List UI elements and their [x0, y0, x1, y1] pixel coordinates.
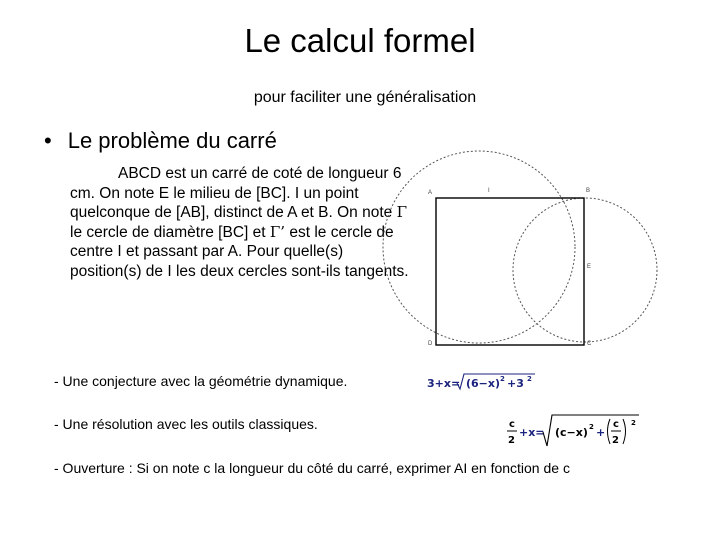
formula2-inside: (c−x) — [555, 426, 588, 439]
label-b: B — [586, 188, 591, 194]
formula2-plus: + — [596, 426, 606, 439]
paragraph-part2: le cercle de diamètre [BC] et — [70, 223, 270, 241]
paragraph-part1: ABCD est un carré de coté de longueur 6 cm. On note E le milieu de [BC]. I un point quelconque de [AB], distinct de A et B. On note — [70, 165, 402, 221]
formula-one — [427, 371, 539, 393]
item-resolution: - Une résolution avec les outils classiques. — [54, 416, 318, 432]
formula2-plus-x: +x= — [519, 426, 545, 439]
circle-gamma — [513, 198, 657, 342]
formula1-plus: +3 — [507, 377, 524, 390]
item-conjecture: - Une conjecture avec la géométrie dynamique. — [54, 373, 348, 389]
label-c: C — [587, 341, 592, 347]
label-i: I — [488, 188, 490, 194]
label-d: D — [428, 341, 433, 347]
label-a: A — [428, 190, 433, 196]
paragraph-part3: est le cercle de centre I et passant par A. Pour quelle(s) position(s) de I les deux cercles sont-ils tangents. — [70, 223, 409, 280]
formula2-square: 2 — [589, 423, 594, 431]
item-ouverture: - Ouverture : Si on note c la longueur du côté du carré, exprimer AI en fonction de c — [54, 460, 570, 476]
problem-paragraph — [70, 164, 415, 281]
bullet-heading — [44, 128, 277, 154]
formula1-lhs: 3+x= — [427, 377, 461, 390]
formula2-frac-num: c — [509, 419, 515, 430]
gamma-prime-symbol: Γ’ — [269, 222, 286, 241]
label-e: E — [587, 264, 592, 270]
bullet-dot: • — [44, 128, 52, 153]
formula1-inside: (6−x) — [466, 377, 501, 390]
square-abcd — [436, 198, 584, 345]
formula-two — [505, 412, 641, 454]
gamma-symbol: Γ — [396, 203, 408, 221]
formula1-square: 2 — [500, 375, 505, 383]
bullet-text: Le problème du carré — [67, 128, 277, 153]
formula2-frac-den: 2 — [508, 435, 515, 446]
slide-title: Le calcul formel — [244, 22, 476, 59]
formula1-square2: 2 — [527, 375, 532, 383]
formula2-frac2-num: c — [613, 419, 619, 430]
formula2-square2: 2 — [631, 419, 636, 427]
slide-subtitle: pour faciliter une généralisation — [253, 89, 477, 106]
formula2-frac2-den: 2 — [612, 435, 619, 446]
